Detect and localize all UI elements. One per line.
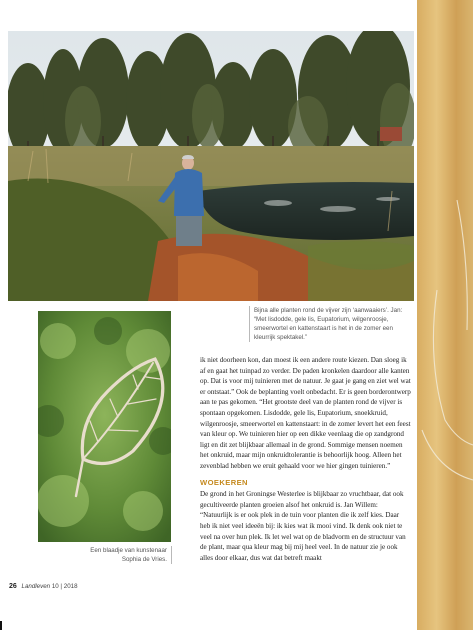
page-number: 26 <box>9 583 17 590</box>
issue-label: 10 | 2018 <box>51 583 78 590</box>
leaf-photo-caption: Een blaadje van kunstenaar Sophia de Vries. <box>75 546 172 564</box>
page-footer <box>9 583 78 590</box>
article-paragraph-1: ik niet doorheen kon, dan moest ik een andere route kiezen. Dan sloeg ik af en gaat het tuinpad zo verder. De paden kronkelen daardoor alle kanten op. Dat is voor mij tuinieren met de natuur. Je gaat je gang en ziet wel wat er ontstaat.” Ook de beplanting voelt onbedacht. Er is geen borderontwerp aan te pas gekomen. “Het grootste deel van de planten rond de vijver is spontaan opgekomen. Lisdodde, gele lis, Eupatorium, snoekkruid, wilgenroosje, smeerwortel en kattenstaart: in de zomer levert het een feest van kleur op. We tuinieren hier op een dikke veenlaag die op zandgrond ligt en dit zet blijkbaar allemaal in de grond. Sommige mensen noemen het onkruid, maar mijn onkruidtolerantie is behoorlijk hoog. Alleen het zevenblad hebben we eruit gehaald voor we hier gingen tuinieren.” <box>200 356 411 470</box>
facing-page-edge <box>417 0 473 630</box>
crop-mark <box>0 621 2 630</box>
article-paragraph-2: De grond in het Groningse Westerlee is blijkbaar zo vruchtbaar, dat ook gecultiveerde planten groeien alsof het onkruid is. Jan Willem: “Natuurlijk is er ook plek in de tuin voor planten die ik zelf kies. Daar heb ik niet veel ideeën bij: ik kies wat ik mooi vind. Ik denk ook niet te veel na over hun plek. Ik let wel wat op de bladvorm en de structuur van de plant, maar qua kleur mag bij mij heel veel. In de natuur zie je ook alles door elkaar, dus wat dat betreft maakt <box>200 490 406 562</box>
article-body <box>200 355 411 563</box>
leaf-art-photo <box>38 311 171 542</box>
magazine-name: Landleven <box>21 583 51 590</box>
garden-pond-photo <box>8 31 414 301</box>
main-photo-caption: Bijna alle planten rond de vijver zijn ‘aanwaaiers’. Jan: “Met lisdodde, gele lis, Eupatorium, wilgenroosje, smeerwortel en kattenstaart is het in de zomer een kleurrijk spektakel.” <box>249 306 414 342</box>
section-heading: WOEKEREN <box>200 477 248 487</box>
